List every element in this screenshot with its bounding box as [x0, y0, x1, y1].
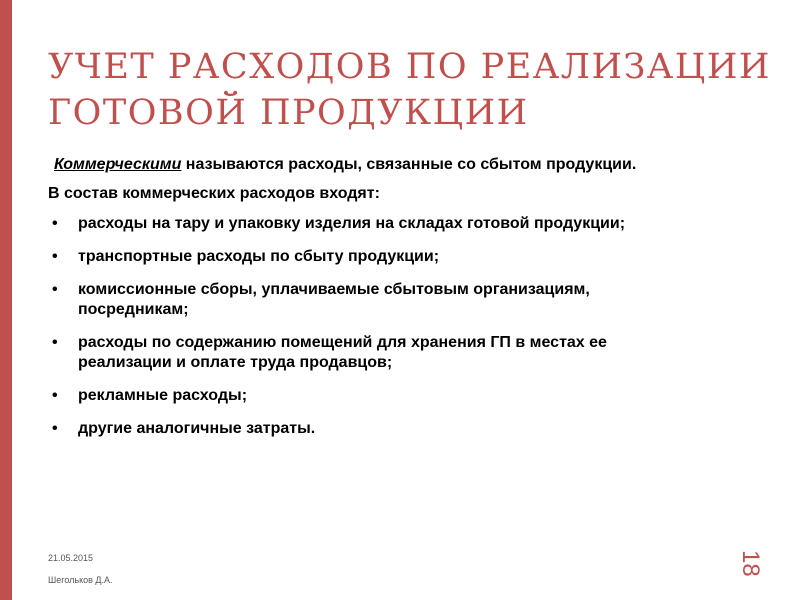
title-line-2: ГОТОВОЙ ПРОДУКЦИИ [48, 93, 529, 133]
list-item: • комиссионные сборы, уплачиваемые сбытовым организациям, посредникам; [48, 280, 698, 320]
list-heading: В состав коммерческих расходов входят: [48, 185, 380, 202]
slide-title [48, 44, 771, 136]
intro-paragraph [48, 155, 698, 175]
list-item: • расходы по содержанию помещений для хранения ГП в местах ее реализации и оплате труда продавцов; [48, 333, 698, 373]
bullet-list [48, 214, 698, 439]
slide-body [48, 155, 698, 452]
intro-term: Коммерческими [54, 156, 182, 173]
slide-number: 18 [737, 550, 764, 577]
title-line-1: УЧЕТ РАСХОДОВ ПО РЕАЛИЗАЦИИ [48, 47, 771, 87]
accent-bar [0, 0, 12, 600]
intro-text: называются расходы, связанные со сбытом продукции. [181, 156, 637, 173]
list-item: • другие аналогичные затраты. [48, 419, 698, 439]
list-item: • расходы на тару и упаковку изделия на складах готовой продукции; [48, 214, 698, 234]
list-item: • рекламные расходы; [48, 386, 698, 406]
list-item: • транспортные расходы по сбыту продукции; [48, 247, 698, 267]
footer-date: 21.05.2015 [48, 553, 94, 563]
footer-author: Шегольков Д.А. [48, 575, 113, 585]
